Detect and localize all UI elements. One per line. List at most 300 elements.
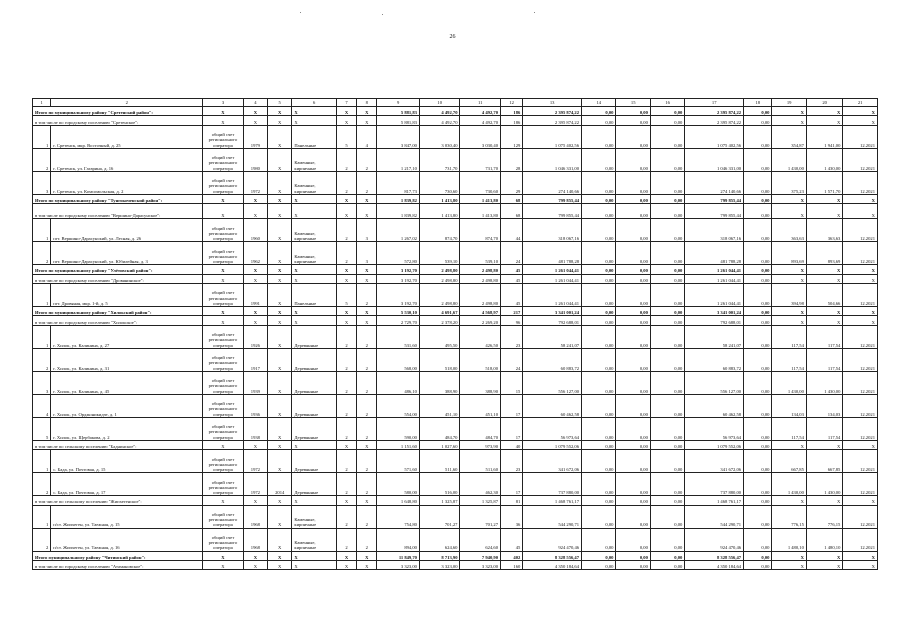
- cell-c4: X: [243, 560, 267, 569]
- cell-c6: X: [292, 551, 337, 560]
- cell-c3: общий счет регионального оператора: [203, 394, 244, 417]
- cell-c13: 792 688,01: [523, 316, 582, 325]
- cell-c18: 0,00: [744, 194, 772, 203]
- cell-c13: 60 883,72: [523, 348, 582, 371]
- cell-c5: X: [268, 171, 292, 194]
- cell-c14: 0,00: [582, 219, 616, 242]
- cell-c18: 0,00: [744, 242, 772, 265]
- cell-c7: 2: [336, 348, 356, 371]
- cell-c5: X: [268, 204, 292, 219]
- cell-c21: 12.2021: [843, 371, 878, 394]
- cell-c14: 0,00: [582, 505, 616, 528]
- cell-c18: 0,00: [744, 306, 772, 315]
- cell-c9: 3 192,70: [377, 265, 420, 274]
- cell-c4: 1939: [243, 371, 267, 394]
- cell-c12: 17: [501, 394, 523, 417]
- cell-c17: 8 328 556,47: [685, 551, 744, 560]
- cell-c5: X: [268, 242, 292, 265]
- cell-c3: X: [203, 116, 244, 125]
- cell-c19: 1 430,00: [772, 371, 806, 394]
- cell-c5: X: [268, 107, 292, 116]
- cell-c8: 2: [357, 148, 377, 171]
- row-number: 2: [33, 473, 51, 496]
- subtotal-row: [33, 306, 878, 315]
- cell-c5: X: [268, 371, 292, 394]
- cell-c17: 341 672,06: [685, 450, 744, 473]
- cell-c3: общий счет регионального оператора: [203, 125, 244, 148]
- cell-c7: 5: [336, 125, 356, 148]
- cell-c10: 624,60: [419, 528, 460, 551]
- cell-c10: 1 413,80: [419, 194, 460, 203]
- cell-c20: 117,54: [806, 348, 842, 371]
- cell-c21: X: [843, 274, 878, 283]
- cell-c9: 1 648,80: [377, 496, 420, 505]
- cell-c8: X: [357, 316, 377, 325]
- cell-c21: 12.2021: [843, 528, 878, 551]
- cell-c16: 0,00: [650, 274, 684, 283]
- section-label: в том числе по городскому поселению "Сретенское":: [33, 116, 203, 125]
- cell-c20: 776,15: [806, 505, 842, 528]
- cell-c6: X: [292, 496, 337, 505]
- cell-c4: X: [243, 274, 267, 283]
- cell-c13: 274 140,66: [523, 171, 582, 194]
- cell-c9: 486,10: [377, 371, 420, 394]
- cell-c6: Деревянные: [292, 417, 337, 440]
- cell-c15: 0,00: [616, 325, 650, 348]
- address-cell: г. Хилок, ул. Щербакова, д. 2: [51, 417, 203, 440]
- subtotal-row: [33, 194, 878, 203]
- cell-c20: X: [806, 560, 842, 569]
- cell-c18: 0,00: [744, 274, 772, 283]
- cell-c17: 60 462,58: [685, 394, 744, 417]
- cell-c15: 0,00: [616, 148, 650, 171]
- cell-c3: общий счет регионального оператора: [203, 219, 244, 242]
- table-row: [33, 394, 878, 417]
- cell-c5: X: [268, 194, 292, 203]
- cell-c21: 12.2021: [843, 219, 878, 242]
- cell-c12: 40: [501, 440, 523, 449]
- cell-c9: 5 881,83: [377, 107, 420, 116]
- cell-c18: 0,00: [744, 371, 772, 394]
- cell-c21: X: [843, 440, 878, 449]
- cell-c8: 2: [357, 394, 377, 417]
- cell-c11: 426,50: [460, 325, 501, 348]
- cell-c21: X: [843, 306, 878, 315]
- cell-c5: X: [268, 306, 292, 315]
- column-number-10: 10: [419, 99, 460, 107]
- cell-c12: 29: [501, 171, 523, 194]
- cell-c14: 0,00: [582, 306, 616, 315]
- cell-c16: 0,00: [650, 440, 684, 449]
- row-number: 3: [33, 371, 51, 394]
- cell-c15: 0,00: [616, 417, 650, 440]
- cell-c19: X: [772, 551, 806, 560]
- row-number: 3: [33, 171, 51, 194]
- address-cell: г. Хилок, ул. Калинина, д. 45: [51, 371, 203, 394]
- cell-c12: 186: [501, 116, 523, 125]
- column-number-row: [33, 99, 878, 107]
- cell-c16: 0,00: [650, 473, 684, 496]
- cell-c7: 2: [336, 450, 356, 473]
- cell-c11: 484,70: [460, 417, 501, 440]
- table-row: [33, 148, 878, 171]
- cell-c6: Каменные, кирпичные: [292, 528, 337, 551]
- cell-c6: Деревянные: [292, 348, 337, 371]
- cell-c20: 1 430,00: [806, 473, 842, 496]
- cell-c15: 0,00: [616, 473, 650, 496]
- cell-c14: 0,00: [582, 417, 616, 440]
- cell-c20: 1 941,00: [806, 125, 842, 148]
- cell-c3: X: [203, 204, 244, 219]
- cell-c10: 2 498,80: [419, 283, 460, 306]
- cell-c5: X: [268, 394, 292, 417]
- cell-c11: 388,90: [460, 371, 501, 394]
- cell-c9: 1 839,82: [377, 204, 420, 219]
- cell-c16: 0,00: [650, 219, 684, 242]
- subtotal-row: [33, 496, 878, 505]
- cell-c14: 0,00: [582, 473, 616, 496]
- row-number: 2: [33, 148, 51, 171]
- cell-c8: 2: [357, 171, 377, 194]
- cell-c6: X: [292, 194, 337, 203]
- cell-c14: 0,00: [582, 560, 616, 569]
- cell-c5: X: [268, 219, 292, 242]
- table-row: [33, 325, 878, 348]
- cell-c3: X: [203, 560, 244, 569]
- cell-c16: 0,00: [650, 306, 684, 315]
- cell-c21: 12.2021: [843, 171, 878, 194]
- cell-c9: 3 847,00: [377, 125, 420, 148]
- cell-c17: 4 350 184,64: [685, 560, 744, 569]
- cell-c3: X: [203, 551, 244, 560]
- cell-c12: 45: [501, 265, 523, 274]
- cell-c9: 531,60: [377, 325, 420, 348]
- cell-c4: X: [243, 440, 267, 449]
- cell-c8: 3: [357, 242, 377, 265]
- cell-c21: 12.2021: [843, 148, 878, 171]
- cell-c7: X: [336, 551, 356, 560]
- cell-c6: X: [292, 265, 337, 274]
- cell-c12: 186: [501, 107, 523, 116]
- cell-c21: X: [843, 204, 878, 219]
- cell-c18: 0,00: [744, 283, 772, 306]
- column-number-14: 14: [582, 99, 616, 107]
- cell-c9: 3 192,70: [377, 274, 420, 283]
- cell-c9: 5 881,83: [377, 116, 420, 125]
- cell-c13: 799 855,44: [523, 204, 582, 219]
- cell-c6: Каменные, кирпичные: [292, 171, 337, 194]
- cell-c4: X: [243, 496, 267, 505]
- cell-c13: 1 261 044,41: [523, 274, 582, 283]
- cell-c10: 2 498,80: [419, 265, 460, 274]
- column-number-6: 6: [292, 99, 337, 107]
- cell-c18: 0,00: [744, 394, 772, 417]
- cell-c10: 484,70: [419, 417, 460, 440]
- cell-c20: 363,63: [806, 219, 842, 242]
- column-number-19: 19: [772, 99, 806, 107]
- cell-c17: 1 261 044,41: [685, 274, 744, 283]
- cell-c4: 1972: [243, 171, 267, 194]
- cell-c12: 44: [501, 219, 523, 242]
- cell-c10: 1 027,60: [419, 440, 460, 449]
- cell-c9: 754,80: [377, 505, 420, 528]
- cell-c3: общий счет регионального оператора: [203, 348, 244, 371]
- cell-c10: 8 713,90: [419, 551, 460, 560]
- cell-c4: X: [243, 551, 267, 560]
- cell-c16: 0,00: [650, 551, 684, 560]
- cell-c16: 0,00: [650, 107, 684, 116]
- cell-c13: 1 079 552,06: [523, 440, 582, 449]
- cell-c6: Каменные, кирпичные: [292, 148, 337, 171]
- cell-c16: 0,00: [650, 125, 684, 148]
- table-row: [33, 125, 878, 148]
- cell-c7: X: [336, 560, 356, 569]
- cell-c11: 701,27: [460, 505, 501, 528]
- cell-c12: 45: [501, 528, 523, 551]
- cell-c12: 96: [501, 316, 523, 325]
- cell-c11: 4 492,70: [460, 116, 501, 125]
- subtotal-row: [33, 440, 878, 449]
- cell-c10: 3 030,40: [419, 125, 460, 148]
- cell-c12: 28: [501, 148, 523, 171]
- cell-c14: 0,00: [582, 450, 616, 473]
- cell-c20: 667,85: [806, 450, 842, 473]
- cell-c13: 1 261 044,41: [523, 283, 582, 306]
- cell-c12: 68: [501, 204, 523, 219]
- cell-c4: X: [243, 204, 267, 219]
- section-label: в том числе по сельскому поселению "Баднинское":: [33, 440, 203, 449]
- cell-c14: 0,00: [582, 242, 616, 265]
- cell-c18: 0,00: [744, 148, 772, 171]
- address-cell: пгт. Вершино-Дарасунский, ул. Лесная, д. 26: [51, 219, 203, 242]
- cell-c12: 23: [501, 450, 523, 473]
- section-label: в том числе по городскому поселению "Дровянинское":: [33, 274, 203, 283]
- cell-c21: 12.2021: [843, 450, 878, 473]
- cell-c6: Деревянные: [292, 473, 337, 496]
- row-number: 1: [33, 450, 51, 473]
- column-number-3: 3: [203, 99, 244, 107]
- column-number-2: 2: [51, 99, 203, 107]
- cell-c15: 0,00: [616, 450, 650, 473]
- cell-c14: 0,00: [582, 371, 616, 394]
- table-row: [33, 219, 878, 242]
- column-number-8: 8: [357, 99, 377, 107]
- cell-c4: 1960: [243, 219, 267, 242]
- cell-c3: общий счет регионального оператора: [203, 242, 244, 265]
- cell-c6: Деревянные: [292, 325, 337, 348]
- cell-c20: X: [806, 496, 842, 505]
- cell-c8: 2: [357, 417, 377, 440]
- cell-c7: X: [336, 116, 356, 125]
- cell-c18: 0,00: [744, 325, 772, 348]
- cell-c20: 117,54: [806, 417, 842, 440]
- cell-c18: 0,00: [744, 171, 772, 194]
- cell-c8: X: [357, 551, 377, 560]
- cell-c11: 7 940,90: [460, 551, 501, 560]
- cell-c9: 572,80: [377, 242, 420, 265]
- cell-c10: 2 498,80: [419, 274, 460, 283]
- cell-c21: X: [843, 116, 878, 125]
- cell-c5: X: [268, 450, 292, 473]
- cell-c10: 516,00: [419, 473, 460, 496]
- cell-c6: Деревянные: [292, 371, 337, 394]
- cell-c3: общий счет регионального оператора: [203, 450, 244, 473]
- cell-c3: X: [203, 265, 244, 274]
- cell-c17: 274 140,66: [685, 171, 744, 194]
- address-cell: п/ст. Жипхеген, ул. Таежная, д. 16: [51, 528, 203, 551]
- cell-c10: 1 325,87: [419, 496, 460, 505]
- cell-c11: 518,00: [460, 348, 501, 371]
- cell-c3: X: [203, 274, 244, 283]
- address-cell: п/ст. Жипхеген, ул. Таежная, д. 15: [51, 505, 203, 528]
- cell-c16: 0,00: [650, 528, 684, 551]
- cell-c6: Каменные, кирпичные: [292, 219, 337, 242]
- cell-c14: 0,00: [582, 283, 616, 306]
- cell-c10: 701,27: [419, 505, 460, 528]
- cell-c21: 12.2021: [843, 242, 878, 265]
- cell-c11: 4 492,70: [460, 107, 501, 116]
- cell-c4: X: [243, 107, 267, 116]
- cell-c7: X: [336, 306, 356, 315]
- cell-c19: X: [772, 116, 806, 125]
- cell-c19: X: [772, 194, 806, 203]
- cell-c17: 556 127,00: [685, 371, 744, 394]
- cell-c11: 2 269,20: [460, 316, 501, 325]
- cell-c6: Деревянные: [292, 450, 337, 473]
- section-label: в том числе по городскому поселению "Атамановское":: [33, 560, 203, 569]
- cell-c13: 1 075 402,56: [523, 125, 582, 148]
- cell-c17: 58 241,07: [685, 325, 744, 348]
- row-number: 1: [33, 125, 51, 148]
- address-cell: г. Сретенск, ул. Комсомольская, д. 2: [51, 171, 203, 194]
- column-number-21: 21: [843, 99, 878, 107]
- cell-c8: 2: [357, 528, 377, 551]
- cell-c5: X: [268, 283, 292, 306]
- cell-c17: 1 079 552,06: [685, 440, 744, 449]
- cell-c8: X: [357, 440, 377, 449]
- cell-c12: 23: [501, 325, 523, 348]
- cell-c16: 0,00: [650, 505, 684, 528]
- cell-c13: 481 788,28: [523, 242, 582, 265]
- cell-c15: 0,00: [616, 204, 650, 219]
- address-cell: г. Хилок, ул. Орджоникидзе, д. 1: [51, 394, 203, 417]
- table-row: [33, 371, 878, 394]
- cell-c21: X: [843, 560, 878, 569]
- cell-c21: 12.2021: [843, 505, 878, 528]
- cell-c14: 0,00: [582, 551, 616, 560]
- cell-c17: 2 395 874,22: [685, 107, 744, 116]
- cell-c17: 737 880,00: [685, 473, 744, 496]
- cell-c7: X: [336, 107, 356, 116]
- table-row: [33, 417, 878, 440]
- cell-c16: 0,00: [650, 194, 684, 203]
- column-number-13: 13: [523, 99, 582, 107]
- cell-c11: 973,90: [460, 440, 501, 449]
- cell-c9: 894,00: [377, 528, 420, 551]
- cell-c11: 3 030,40: [460, 125, 501, 148]
- cell-c17: 1 468 761,17: [685, 496, 744, 505]
- cell-c5: X: [268, 417, 292, 440]
- cell-c21: 12.2021: [843, 283, 878, 306]
- cell-c17: 1 075 402,56: [685, 125, 744, 148]
- cell-c18: 0,00: [744, 125, 772, 148]
- cell-c16: 0,00: [650, 204, 684, 219]
- cell-c4: X: [243, 306, 267, 315]
- cell-c6: X: [292, 274, 337, 283]
- subtotal-row: [33, 107, 878, 116]
- cell-c9: 3 192,70: [377, 283, 420, 306]
- cell-c8: 2: [357, 505, 377, 528]
- cell-c5: 2014: [268, 473, 292, 496]
- cell-c7: 2: [336, 417, 356, 440]
- cell-c8: X: [357, 274, 377, 283]
- section-label: Итого по муниципальному району "Хилокский район":: [33, 306, 203, 315]
- cell-c6: Панельные: [292, 125, 337, 148]
- cell-c16: 0,00: [650, 265, 684, 274]
- cell-c15: 0,00: [616, 348, 650, 371]
- cell-c17: 60 883,72: [685, 348, 744, 371]
- cell-c15: 0,00: [616, 551, 650, 560]
- cell-c10: 511,60: [419, 450, 460, 473]
- section-label: в том числе по городскому поселению "Вершино-Дарасунское":: [33, 204, 203, 219]
- section-label: в том числе по сельскому поселению "Жипхегенское":: [33, 496, 203, 505]
- cell-c10: 1 413,80: [419, 204, 460, 219]
- cell-c3: общий счет регионального оператора: [203, 148, 244, 171]
- cell-c16: 0,00: [650, 417, 684, 440]
- cell-c5: X: [268, 125, 292, 148]
- cell-c6: X: [292, 306, 337, 315]
- cell-c21: X: [843, 107, 878, 116]
- cell-c14: 0,00: [582, 274, 616, 283]
- cell-c11: 874,70: [460, 219, 501, 242]
- cell-c9: 580,00: [377, 473, 420, 496]
- cell-c7: X: [336, 496, 356, 505]
- cell-c19: 354,87: [772, 125, 806, 148]
- cell-c5: X: [268, 528, 292, 551]
- cell-c4: 1917: [243, 348, 267, 371]
- cell-c17: 544 290,71: [685, 505, 744, 528]
- cell-c9: 590,00: [377, 417, 420, 440]
- column-number-1: 1: [33, 99, 51, 107]
- cell-c9: 571,60: [377, 450, 420, 473]
- cell-c18: 0,00: [744, 496, 772, 505]
- cell-c3: X: [203, 194, 244, 203]
- cell-c21: 12.2021: [843, 473, 878, 496]
- section-label: Итого муниципальному району "Читинский район":: [33, 551, 203, 560]
- cell-c5: X: [268, 265, 292, 274]
- cell-c9: 1 151,60: [377, 440, 420, 449]
- cell-c21: X: [843, 316, 878, 325]
- cell-c12: 24: [501, 348, 523, 371]
- cell-c4: 1979: [243, 125, 267, 148]
- column-number-12: 12: [501, 99, 523, 107]
- cell-c17: 1 046 331,00: [685, 148, 744, 171]
- cell-c6: Каменные, кирпичные: [292, 242, 337, 265]
- cell-c5: X: [268, 316, 292, 325]
- cell-c18: 0,00: [744, 204, 772, 219]
- cell-c6: Панельные: [292, 283, 337, 306]
- cell-c17: 3 341 001,24: [685, 306, 744, 315]
- cell-c9: 1 217,10: [377, 148, 420, 171]
- cell-c12: 45: [501, 283, 523, 306]
- cell-c14: 0,00: [582, 148, 616, 171]
- address-cell: пгт. Вершино-Дарасунский, ул. Юбилейная, д. 3: [51, 242, 203, 265]
- row-number: 5: [33, 417, 51, 440]
- cell-c8: X: [357, 116, 377, 125]
- cell-c9: 3 323,00: [377, 560, 420, 569]
- cell-c18: 0,00: [744, 107, 772, 116]
- cell-c12: 217: [501, 306, 523, 315]
